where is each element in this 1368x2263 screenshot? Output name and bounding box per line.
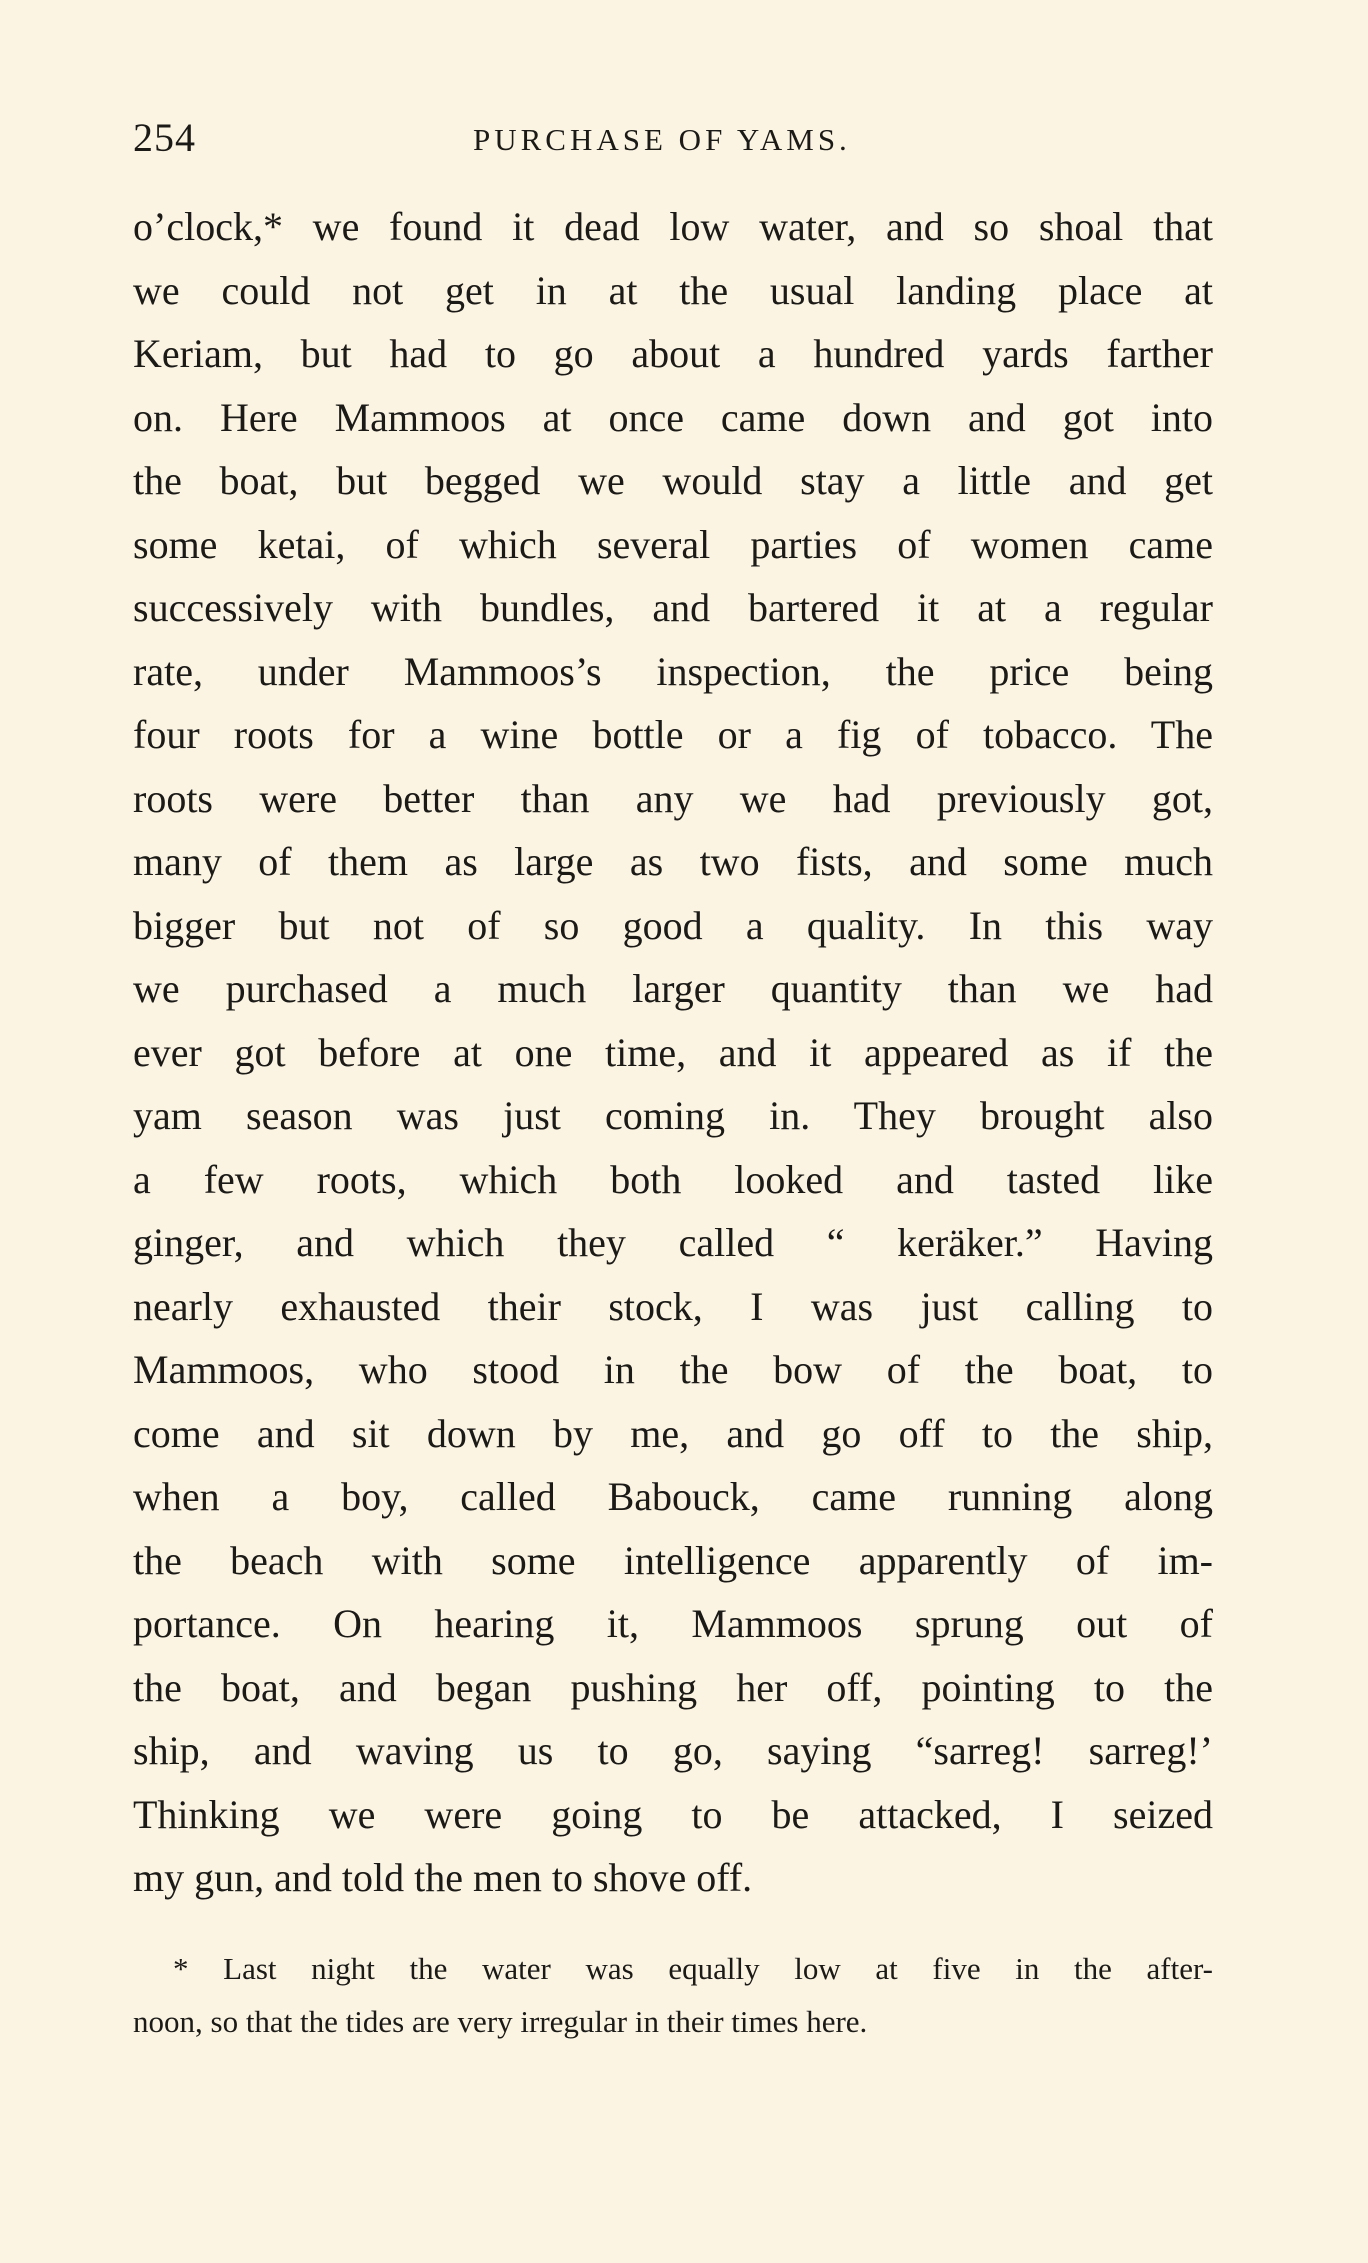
text-line: bigger but not of so good a quality. In this way <box>133 902 1213 948</box>
text-line: the beach with some intelligence apparently of im- <box>133 1537 1213 1583</box>
text-line: some ketai, of which several parties of women came <box>133 521 1213 567</box>
text-line: yam season was just coming in. They brought also <box>133 1093 1213 1138</box>
text-line: when a boy, called Babouck, came running along <box>133 1474 1213 1519</box>
text-line: Keriam, but had to go about a hundred yards farther <box>133 331 1213 376</box>
text-line: ever got before at one time, and it appeared as if the <box>133 1029 1213 1075</box>
text-line: a few roots, which both looked and tasted like <box>133 1156 1213 1202</box>
text-line: ship, and waving us to go, saying “sarreg! sarreg!’ <box>133 1728 1213 1773</box>
text-line: many of them as large as two fists, and some much <box>133 839 1213 884</box>
text-line: successively with bundles, and bartered it at a regular <box>133 585 1213 630</box>
text-line: we could not get in at the usual landing place at <box>133 267 1213 313</box>
text-line: the boat, but begged we would stay a little and get <box>133 458 1213 503</box>
text-line: roots were better than any we had previously got, <box>133 775 1213 821</box>
text-line: rate, under Mammoos’s inspection, the price being <box>133 648 1213 694</box>
footnote-line: * Last night the water was equally low at five in the after- <box>173 1951 1213 1986</box>
page-number: 254 <box>133 115 196 160</box>
text-line: Mammoos, who stood in the bow of the boat, to <box>133 1347 1213 1392</box>
running-title: PURCHASE OF YAMS. <box>473 122 851 157</box>
text-line: come and sit down by me, and go off to the ship, <box>133 1410 1213 1456</box>
footnote-line: noon, so that the tides are very irregular in their times here. <box>133 2004 868 2039</box>
body-text <box>133 195 1213 1910</box>
text-line: we purchased a much larger quantity than we had <box>133 966 1213 1011</box>
text-line: nearly exhausted their stock, I was just calling to <box>133 1283 1213 1329</box>
text-line: portance. On hearing it, Mammoos sprung out of <box>133 1601 1213 1646</box>
text-line: ginger, and which they called “ keräker.” Having <box>133 1220 1213 1265</box>
text-line: o’clock,* we found it dead low water, and so shoal that <box>133 204 1213 249</box>
text-line: Thinking we were going to be attacked, I seized <box>133 1791 1213 1837</box>
text-line: four roots for a wine bottle or a fig of tobacco. The <box>133 712 1213 757</box>
text-line: my gun, and told the men to shove off. <box>133 1855 753 1900</box>
text-line: on. Here Mammoos at once came down and got into <box>133 394 1213 440</box>
text-line: the boat, and began pushing her off, pointing to the <box>133 1664 1213 1710</box>
page-header <box>133 108 1213 168</box>
footnote <box>133 1942 1213 2048</box>
